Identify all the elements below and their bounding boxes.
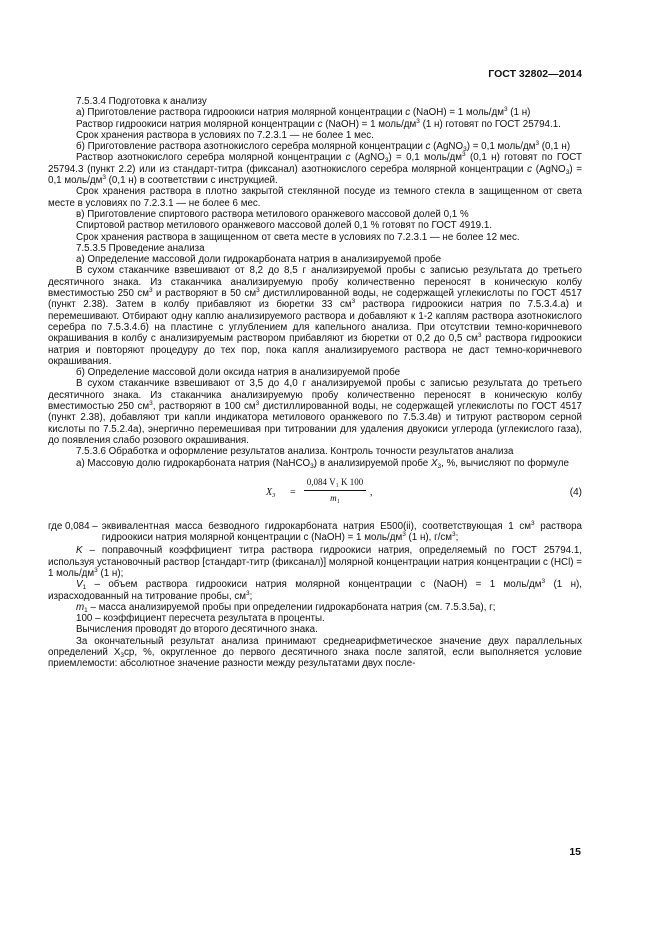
paragraph: Срок хранения раствора в защищенном от света месте в условиях по 7.2.3.1 — не более 12 мес. [76, 231, 520, 243]
paragraph: 7.5.3.6 Обработка и оформление результатов анализа. Контроль точности результатов анализа [76, 446, 514, 458]
paragraph: Раствор азотнокислого серебра молярной концентрации с (AgNO$_3$) = 0,1 моль/$дм^3$ (0,1 н) готовят по ГОСТ 25794.3 (пункт 2.2) или из стандарт-титра (фиксанал) азотнокислого серебра молярной концентрации с (AgNO$_3$) = 0,1 моль/$дм^3$ (0,1 н) в соответствии с инструкцией. [48, 151, 582, 187]
formula-number: (4) [569, 486, 582, 498]
paragraph: б) Приготовление раствора азотнокислого серебра молярной концентрации с (AgNO$_3$) = 0,1 моль/$дм^3$ (0,1 н) [76, 140, 571, 154]
page-number: 15 [569, 846, 581, 858]
paragraph: а) Определение массовой доли гидрокарбоната натрия в анализируемой пробе [76, 254, 442, 266]
paragraph: Срок хранения раствора в плотно закрытой стеклянной посуде из темного стекла в защищенном от света месте в условиях по 7.2.3.1 — не более 6 мес. [48, 186, 582, 209]
paragraph: Спиртовой раствор метилового оранжевого массовой долей 0,1 % готовят по ГОСТ 4919.1. [76, 220, 493, 232]
document-body [48, 96, 582, 670]
standard-header: ГОСТ 32802—2014 [488, 68, 582, 80]
paragraph: Раствор гидроокиси натрия молярной концентрации с (NaOH) = 1 моль/$дм^3$ (1 н) готовят по ГОСТ 25794.1. [76, 117, 561, 130]
where-definition: эквивалентная масса безводного гидрокарбоната натрия Е500(ii), соответствующая 1 $см^3$ раствора гидроокиси натрия молярной концентрации с (NaOH) = 1 моль/$дм^3$ (1 н), $г/см^3$; [101, 519, 582, 544]
paragraph: в) Приготовление спиртового раствора метилового оранжевого массовой долей 0,1 % [76, 208, 469, 220]
paragraphs-after-formula [48, 545, 582, 669]
paragraph: В сухом стаканчике взвешивают от 8,2 до 8,5 г анализируемой пробы с записью результата до третьего десятичного знака. Из стаканчика анализируемую пробу количественно переносят в коническую колбу вместимостью 250 $см^3$ и растворяют в 50 $см^3$ дистиллированной воды, не содержащей углекислоты по ГОСТ 4517 (пункт 2.38). Затем в колбу прибавляют из бюретки 33 $см^3$ раствора гидроокиси натрия по 7.5.3.4.а) и перемешивают. Отбирают одну каплю анализируемого раствора и добавляют к 1-2 каплям раствора азотнокислого серебра по 7.5.3.4.б) на пластине с углублением для капельного анализа. При отсутствии темно-коричневого окрашивания в колбу с анализируемым раствором прибавляют из бюретки от 0,2 до 0,5 $см^3$ раствора гидроокиси натрия и повторяют процедуру до тех пор, пока капля анализируемого раствора не даст темно-коричневого окрашивания. [48, 265, 582, 367]
paragraph: 7.5.3.4 Подготовка к анализу [76, 96, 207, 107]
paragraph: Срок хранения раствора в условиях по 7.2.3.1 — не более 1 мес. [76, 129, 374, 141]
paragraph: Вычисления проводят до второго десятичного знака. [76, 624, 318, 636]
paragraph: 7.5.3.5 Проведение анализа [76, 242, 205, 254]
paragraph: $V_1$ – объем раствора гидроокиси натрия молярной концентрации с (NaOH) = 1 моль/$дм^3$ (1 н), израсходованный на титрование пробы, $см^3$; [48, 578, 582, 602]
paragraph: В сухом стаканчике взвешивают от 3,5 до 4,0 г анализируемой пробы с записью результата до третьего десятичного знака. Из стаканчика анализируемую пробу количественно переносят в коническую колбу вместимостью 250 $см^3$, растворяют в 100 $см^3$ дистиллированной воды, не содержащей углекислоты по ГОСТ 4517 (пункт 2.38), добавляют три капли индикатора метилового оранжевого по 7.5.3.4в) и титруют раствором серной кислоты по 7.5.2.4а), энергично перемешивая при титровании для удаления двуокиси углерода (углекислого газа), до появления слабо розового окрашивания. [48, 378, 582, 446]
where-clause [48, 521, 582, 544]
paragraph: $m_1$ – масса анализируемой пробы при определении гидрокарбоната натрия (см. 7.5.3.5а), г; [76, 601, 496, 614]
formula-equals: = [290, 486, 296, 498]
paragraph: б) Определение массовой доли оксида натрия в анализируемой пробе [76, 367, 401, 379]
paragraph: 100 – коэффициент пересчета результата в проценты. [76, 613, 325, 625]
where-symbol: где 0,084 – [48, 520, 98, 532]
formula-fraction [304, 477, 366, 505]
formula-4 [48, 477, 582, 511]
formula-denominator: m₁ [330, 493, 340, 504]
formula-lhs: $X_3$ [266, 486, 276, 499]
formula-comma: , [370, 486, 373, 498]
formula-numerator: 0,084 V₁ K 100 [304, 477, 366, 491]
paragraph: K – поправочный коэффициент титра раствора гидроокиси натрия, определяемый по ГОСТ 25794.1, используя установочный раствор [стандарт-титр (фиксанал)] молярной концентрации натрия концентрации с (HCl) = 1 моль/$дм^3$ (1 н); [48, 545, 582, 579]
paragraphs-before-formula [48, 96, 582, 469]
paragraph: За окончательный результат анализа принимают среднеарифметическое значение двух параллельных определений $Х_3ср$, %, округленное до первого десятичного знака после запятой, если выполняется условие приемлемости: абсолютное значение разности между результатами двух после- [48, 635, 582, 670]
paragraph: а) Приготовление раствора гидроокиси натрия молярной концентрации с (NaOH) = 1 моль/$дм^3$ (1 н) [76, 106, 531, 119]
paragraph: а) Массовую долю гидрокарбоната натрия (NaHCO$_3$) в анализируемой пробе $Х_3$, %, вычисляют по формуле [76, 457, 569, 470]
